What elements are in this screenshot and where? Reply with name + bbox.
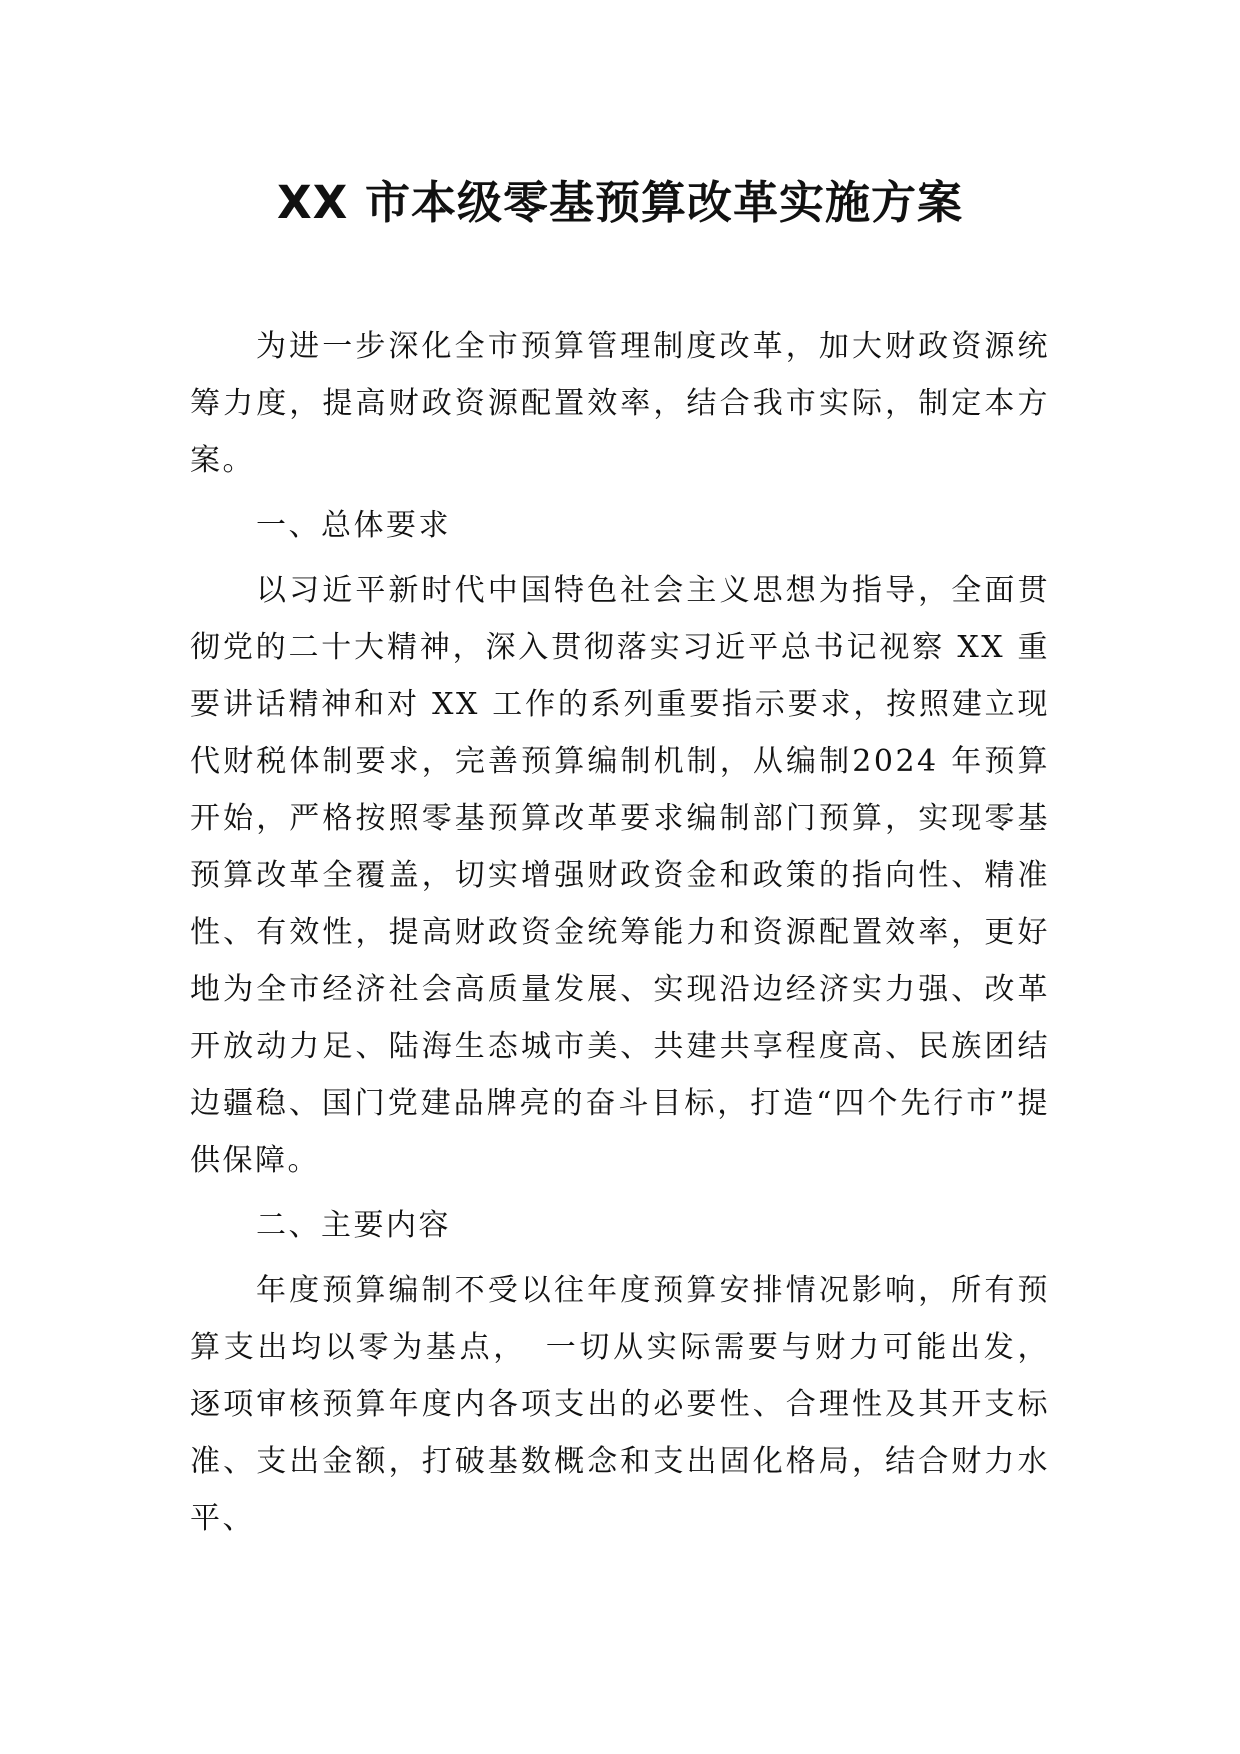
section-heading-general-requirements: 一、总体要求 — [256, 508, 451, 543]
intro-paragraph: 为进一步深化全市预算管理制度改革，加大财政资源统筹力度，提高财政资源配置效率，结合我市实际，制定本方案。 — [190, 329, 1050, 478]
document-body — [190, 318, 1050, 1547]
main-content-paragraph: 年度预算编制不受以往年度预算安排情况影响，所有预算支出均以零为基点， 一切从实际需要与财力可能出发，逐项审核预算年度内各项支出的必要性、合理性及其开支标准、支出金额，打破基数概念和支出固化格局，结合财力水平、 — [190, 1273, 1050, 1536]
document-title: XX 市本级零基预算改革实施方案 — [276, 176, 964, 229]
section-heading-main-content: 二、主要内容 — [256, 1208, 451, 1243]
general-requirements-paragraph: 以习近平新时代中国特色社会主义思想为指导，全面贯彻党的二十大精神，深入贯彻落实习近平总书记视察 XX 重要讲话精神和对 XX 工作的系列重要指示要求，按照建立现代财税体制要求，完善预算编制机制，从编制2024 年预算开始，严格按照零基预算改革要求编制部门预算，实现零基预算改革全覆盖，切实增强财政资金和政策的指向性、精准性、有效性，提高财政资金统筹能力和资源配置效率，更好地为全市经济社会高质量发展、实现沿边经济实力强、改革开放动力足、陆海生态城市美、共建共享程度高、民族团结边疆稳、国门党建品牌亮的奋斗目标，打造“四个先行市”提供保障。 — [190, 573, 1050, 1178]
